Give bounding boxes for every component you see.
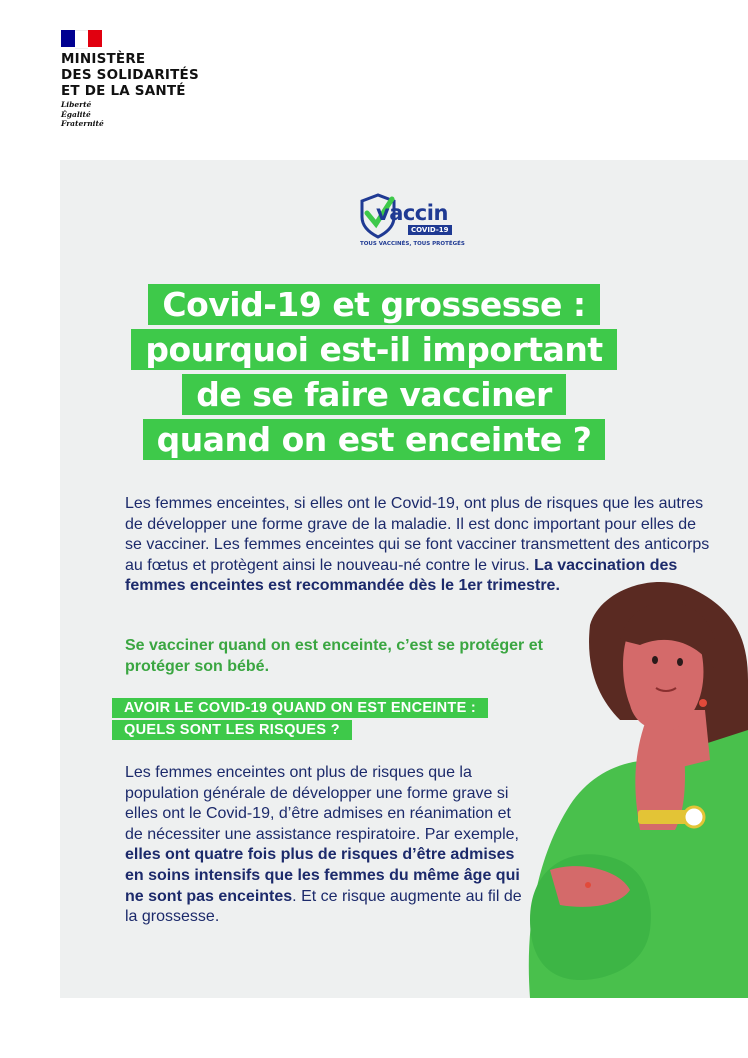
covid-badge: COVID-19 bbox=[408, 225, 452, 235]
ministry-line-3: ET DE LA SANTÉ bbox=[61, 83, 186, 99]
republic-motto bbox=[61, 100, 104, 129]
key-message: Se vacciner quand on est enceinte, c’est se protéger et protéger son bébé. bbox=[125, 637, 543, 675]
pregnant-woman-illustration bbox=[470, 570, 748, 998]
risks-paragraph bbox=[125, 763, 525, 928]
ministry-name bbox=[61, 51, 199, 99]
title-line-1: Covid-19 et grossesse : bbox=[148, 284, 599, 325]
motto-egalite: Égalité bbox=[61, 109, 91, 119]
title-line-3: de se faire vacciner bbox=[182, 374, 565, 415]
motto-liberte: Liberté bbox=[61, 100, 92, 109]
section-heading-line-2: QUELS SONT LES RISQUES ? bbox=[112, 720, 352, 740]
risks-text-1: Les femmes enceintes ont plus de risques que la population générale de développer une forme grave si elles ont le Covid-19, d’être admises en réanimation et de nécessiter une assistance respiratoire. Par exemple, bbox=[125, 764, 519, 843]
french-flag-logo bbox=[61, 30, 102, 47]
ministry-line-2: DES SOLIDARITÉS bbox=[61, 67, 199, 83]
section-heading-line-1: AVOIR LE COVID-19 QUAND ON EST ENCEINTE : bbox=[112, 698, 488, 718]
risks-bold-text: elles ont quatre fois plus de risques d’être admises en soins intensifs que les femmes du même âge qui ne sont pas enceintes bbox=[125, 846, 520, 905]
motto-fraternite: Fraternité bbox=[61, 119, 104, 128]
page-title bbox=[0, 284, 748, 464]
title-line-4: quand on est enceinte ? bbox=[143, 419, 606, 460]
intro-text: Les femmes enceintes, si elles ont le Covid-19, ont plus de risques que les autres de développer une forme grave de la maladie. Il est donc important pour elles de se vacciner. Les femmes enceintes qui se font vacciner transmettent des anticorps au fœtus et protègent ainsi le nouveau-né contre le virus. bbox=[125, 495, 710, 574]
intro-bold-text: La vaccination des femmes enceintes est recommandée dès le 1er trimestre. bbox=[125, 556, 678, 595]
risks-text-2: . Et ce risque augmente au fil de la grossesse. bbox=[125, 887, 522, 926]
vaccin-logo-word: vaccin bbox=[376, 201, 448, 225]
title-line-2: pourquoi est-il important bbox=[131, 329, 616, 370]
section-heading bbox=[112, 698, 488, 742]
logo-tagline: TOUS VACCINÉS, TOUS PROTÉGÉS bbox=[360, 241, 465, 247]
ministry-line-1: MINISTÈRE bbox=[61, 51, 146, 67]
